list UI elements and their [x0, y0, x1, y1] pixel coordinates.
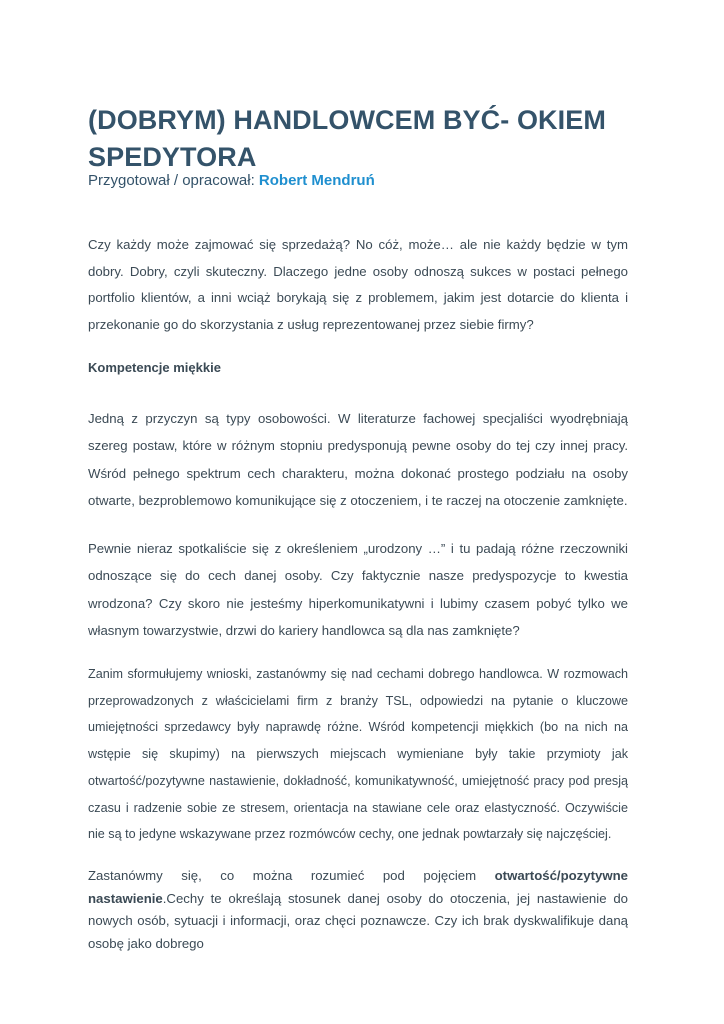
- paragraph-openness-rest: .Cechy te określają stosunek danej osoby do otoczenia, jej nastawienie do nowych osób, sytuacji i informacji, oraz chęci poznawcze. Czy ich brak dyskwalifikuje daną osobę jako dobrego: [88, 890, 628, 951]
- paragraph-openness-emphasis: otwartość/pozytywne nastawienie: [88, 868, 628, 906]
- section-heading: Kompetencje miękkie: [88, 360, 221, 375]
- author-name: Robert Mendruń: [258, 172, 375, 189]
- paragraph-openness-lead: Zastanówmy się, co można rozumieć pod pojęciem: [88, 868, 495, 883]
- paragraph-openness: [88, 865, 628, 955]
- byline-prefix: Przygotował / opracował:: [88, 172, 259, 189]
- paragraph-personality-types: Jedną z przyczyn są typy osobowości. W literaturze fachowej specjaliści wyodrębniają szereg postaw, które w różnym stopniu predysponują pewne osoby do tej czy innej pracy. Wśród pełnego spektrum cech charakteru, można dokonać prostego podziału na osoby otwarte, bezproblemowo komunikujące się z otoczeniem, i te raczej na otoczenie zamknięte.: [88, 411, 628, 508]
- paragraph-salesperson-traits: Zanim sformułujemy wnioski, zastanówmy się nad cechami dobrego handlowca. W rozmowach przeprowadzonych z właścicielami firm z branży TSL, odpowiedzi na pytanie o kluczowe umiejętności sprzedawcy były naprawdę różne. Wśród kompetencji miękkich (bo na nich na wstępie się skupimy) na pierwszych miejscach wymieniane były takie przymioty jak otwartość/pozytywne nastawienie, dokładność, komunikatywność, umiejętność pracy pod presją czasu i radzenie sobie ze stresem, orientacja na stawiane cele oraz elastyczność. Oczywiście nie są to jedyne wskazywane przez rozmówców cechy, one jednak powtarzały się najczęściej.: [88, 667, 628, 842]
- intro-paragraph: Czy każdy może zajmować się sprzedażą? No cóż, może… ale nie każdy będzie w tym dobry. Dobry, czyli skuteczny. Dlaczego jedne osoby odnoszą sukces w postaci pełnego portfolio klientów, a inni wciąż borykają się z problemem, jakim jest dotarcie do klienta i przekonanie go do skorzystania z usług reprezentowanej przez siebie firmy?: [88, 237, 628, 332]
- byline: [88, 171, 375, 191]
- paragraph-born-traits: Pewnie nieraz spotkaliście się z określeniem „urodzony …” i tu padają różne rzeczowniki odnoszące się do cech danej osoby. Czy faktycznie nasze predyspozycje to kwestia wrodzona? Czy skoro nie jesteśmy hiperkomunikatywni i lubimy czasem pobyć tylko we własnym towarzystwie, drzwi do kariery handlowca są dla nas zamknięte?: [88, 541, 628, 638]
- document-title: (DOBRYM) HANDLOWCEM BYĆ- OKIEM SPEDYTORA: [88, 105, 606, 172]
